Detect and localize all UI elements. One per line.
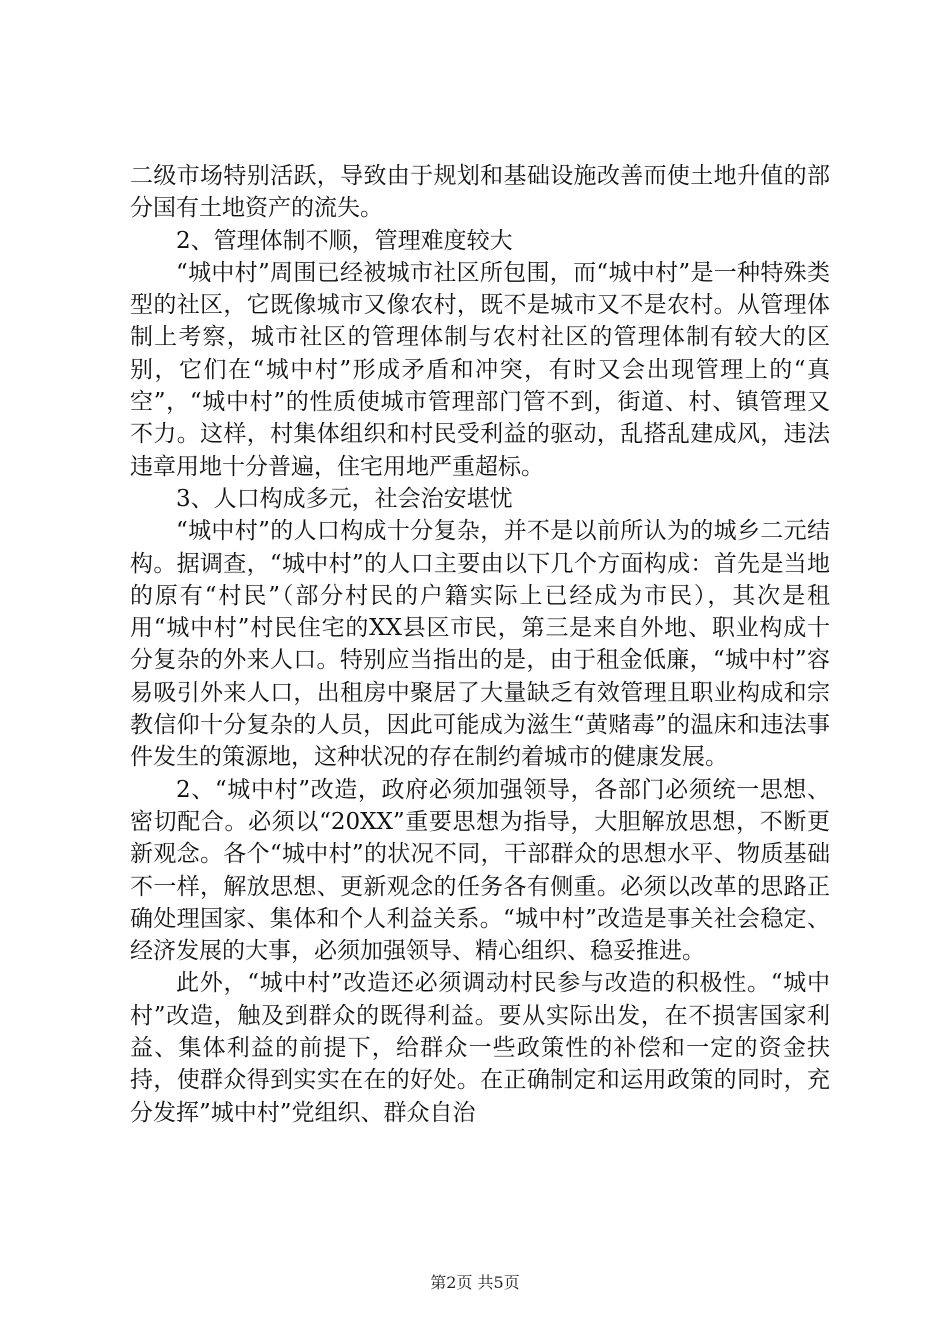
paragraph-4-heading: 3、人口构成多元，社会治安堪忧 [176,485,513,512]
paragraph-6: 2、“城中村”改造，政府必须加强领导，各部门必须统一思想、密切配合。必须以“20XX”重要思想为指导，大胆解放思想，不断更新观念。各个“城中村”的状况不同，干部群众的思想水平、物质基础不一样，解放思想、更新观念的任务各有侧重。必须以改革的思路正确处理国家、集体和个人利益关系。“城中村”改造是事关社会稳定、经济发展的大事，必须加强领导、精心组织、稳妥推进。 [130,776,830,965]
document-body [130,160,830,1129]
page-number-footer: 第2页 共5页 [430,1273,520,1292]
paragraph-5: “城中村”的人口构成十分复杂，并不是以前所认为的城乡二元结构。据调查，“城中村”的人口主要由以下几个方面构成：首先是当地的原有“村民”（部分村民的户籍实际上已经成为市民），其次是租用“城中村”村民住宅的XX县区市民，第三是来自外地、职业构成十分复杂的外来人口。特别应当指出的是，由于租金低廉，“城中村”容易吸引外来人口，出租房中聚居了大量缺乏有效管理且职业构成和宗教信仰十分复杂的人员，因此可能成为滋生“黄赌毒”的温床和违法事件发生的策源地，这种状况的存在制约着城市的健康发展。 [130,518,830,771]
paragraph-7: 此外，“城中村”改造还必须调动村民参与改造的积极性。“城中村”改造，触及到群众的既得利益。要从实际出发，在不损害国家利益、集体利益的前提下，给群众一些政策性的补偿和一定的资金扶持，使群众得到实实在在的好处。在正确制定和运用政策的同时，充分发挥”城中村”党组织、群众自治 [130,970,830,1126]
paragraph-3: “城中村”周围已经被城市社区所包围，而“城中村”是一种特殊类型的社区，它既像城市又像农村，既不是城市又不是农村。从管理体制上考察，城市社区的管理体制与农村社区的管理体制有较大的区别，它们在“城中村”形成矛盾和冲突，有时又会出现管理上的“真空”，“城中村”的性质使城市管理部门管不到，街道、村、镇管理又不力。这样，村集体组织和村民受利益的驱动，乱搭乱建成风，违法违章用地十分普遍，住宅用地严重超标。 [130,259,830,480]
paragraph-1: 二级市场特别活跃，导致由于规划和基础设施改善而使土地升值的部分国有土地资产的流失。 [130,163,830,222]
paragraph-2-heading: 2、管理体制不顺，管理难度较大 [176,227,513,254]
